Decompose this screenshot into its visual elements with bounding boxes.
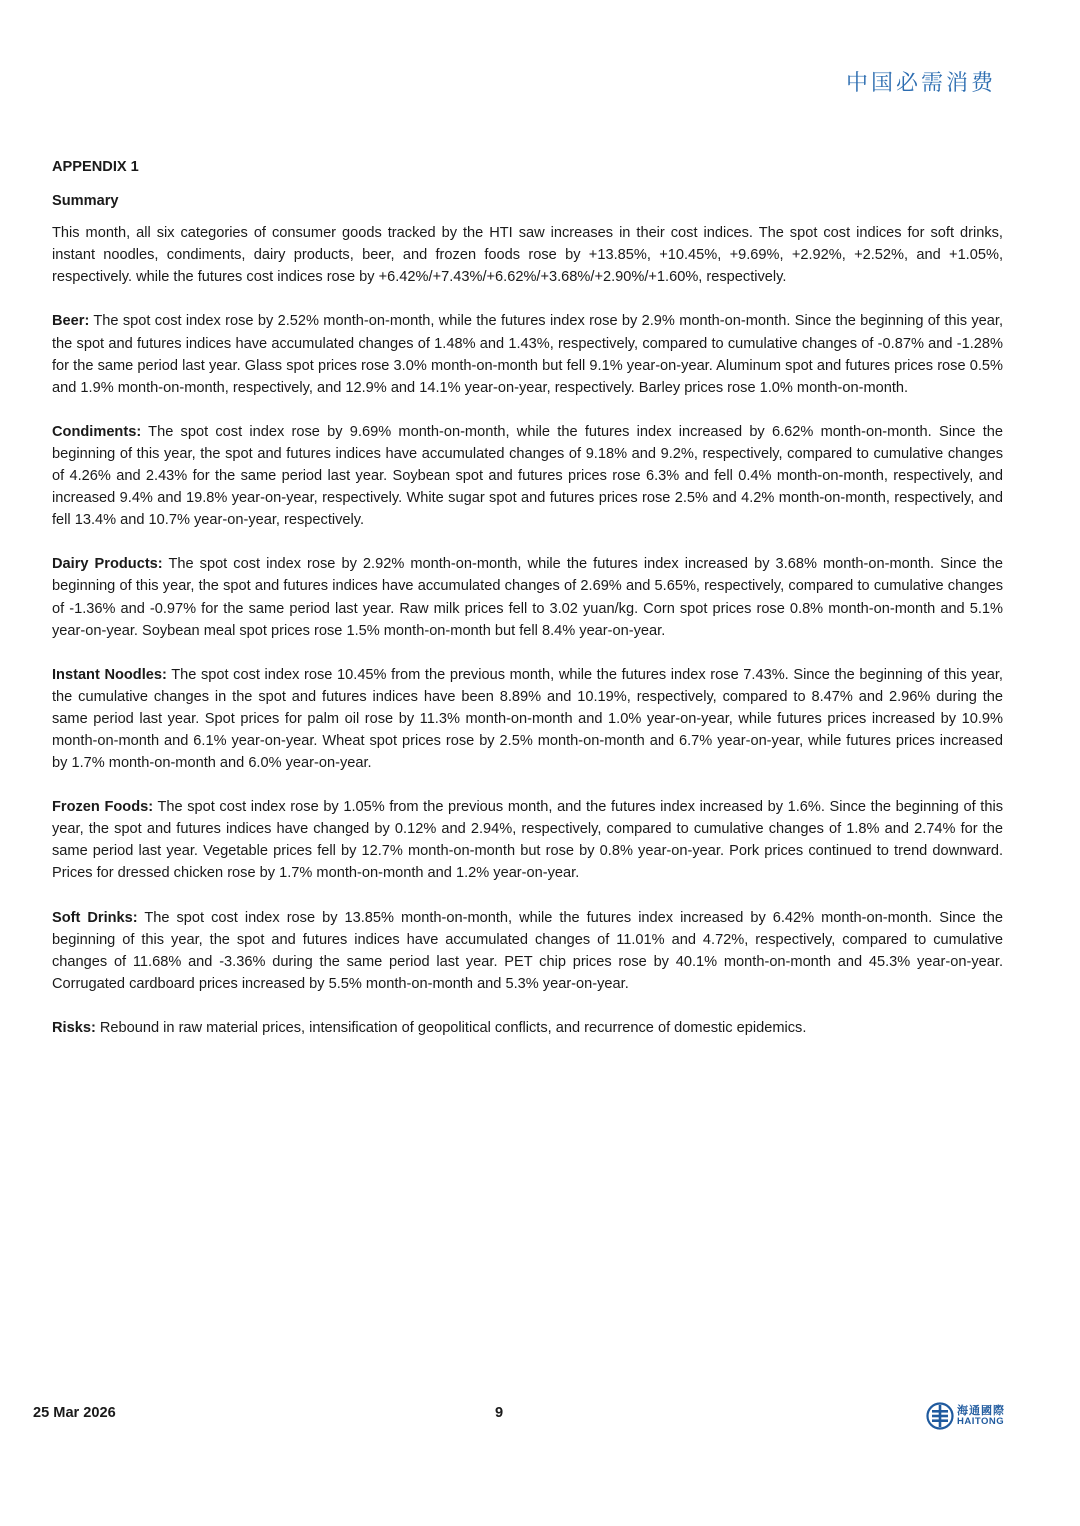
page-number: 9	[495, 1405, 504, 1421]
section-label: Risks:	[52, 1019, 96, 1036]
logo-chinese-text: 海通國際	[957, 1404, 1005, 1417]
summary-paragraph: This month, all six categories of consumer goods tracked by the HTI saw increases in their cost indices. The spot cost indices for soft drinks, instant noodles, condiments, dairy products, beer, and frozen foods rose by +13.85%, +10.45%, +9.69%, +2.92%, +2.52%, and +1.05%, respectively. while the futures cost indices rose by +6.42%/+7.43%/+6.62%/+3.68%/+2.90%/+1.60%, respectively.	[52, 225, 1003, 286]
section-condiments	[52, 421, 1003, 531]
section-text: The spot cost index rose by 13.85% month-on-month, while the futures index increased by 6.42% month-on-month. Since the beginning of this year, the spot and futures indices have accumulated changes of 11.01% and 4.72%, respectively, compared to cumulative changes of 11.68% and -3.36% during the same period last year. PET chip prices rose by 40.1% month-on-month and 45.3% year-on-year. Corrugated cardboard prices increased by 5.5% month-on-month and 5.3% year-on-year.	[52, 909, 1003, 992]
section-text: The spot cost index rose 10.45% from the previous month, while the futures index rose 7.43%. Since the beginning of this year, the cumulative changes in the spot and futures indices have been 8.89% and 10.19%, respectively, compared to 8.47% and 2.96% during the same period last year. Spot prices for palm oil rose by 11.3% month-on-month and 1.0% year-on-year, while futures prices increased by 10.9% month-on-month and 6.1% year-on-year. Wheat spot prices rose by 2.5% month-on-month and 6.7% year-on-year, while futures prices increased by 1.7% month-on-month and 6.0% year-on-year.	[52, 666, 1003, 772]
logo-english-text: HAITONG	[957, 1416, 1005, 1427]
summary-heading: Summary	[52, 193, 119, 210]
section-frozen-foods	[52, 796, 1003, 884]
header-title: 中国必需消费	[845, 71, 996, 96]
section-label: Soft Drinks:	[52, 909, 138, 926]
section-text: The spot cost index rose by 2.52% month-on-month, while the futures index rose by 2.9% month-on-month. Since the beginning of this year, the spot and futures indices have accumulated changes of 1.48% and 1.43%, respectively, compared to cumulative changes of -0.87% and -1.28% for the same period last year. Glass spot prices rose 3.0% month-on-month but fell 9.1% year-on-year. Aluminum spot and futures prices rose 0.5% and 1.9% month-on-month, respectively, and 12.9% and 14.1% year-on-year, respectively. Barley prices rose 1.0% month-on-month.	[52, 313, 1003, 396]
section-text: Rebound in raw material prices, intensification of geopolitical conflicts, and recurrence of domestic epidemics.	[95, 1019, 807, 1036]
footer-date: 25 Mar 2026	[33, 1405, 116, 1421]
section-label: Dairy Products:	[52, 556, 163, 573]
haitong-logo-icon	[926, 1402, 954, 1430]
section-dairy-products	[52, 553, 1003, 641]
section-risks	[52, 1017, 1003, 1039]
section-text: The spot cost index rose by 1.05% from the previous month, and the futures index increased by 1.6%. Since the beginning of this year, the spot and futures indices have changed by 0.12% and 2.94%, respectively, compared to cumulative changes of 1.8% and 2.74% for the same period last year. Vegetable prices fell by 12.7% month-on-month but rose by 0.8% year-on-year. Pork prices continued to trend downward. Prices for dressed chicken rose by 1.7% month-on-month and 1.2% year-on-year.	[52, 799, 1003, 882]
section-label: Frozen Foods:	[52, 799, 154, 816]
section-label: Condiments:	[52, 423, 142, 440]
section-soft-drinks	[52, 907, 1003, 995]
section-text: The spot cost index rose by 9.69% month-on-month, while the futures index increased by 6.62% month-on-month. Since the beginning of this year, the spot and futures indices have accumulated changes of 9.18% and 9.2%, respectively, compared to cumulative changes of 4.26% and 2.43% for the same period last year. Soybean spot and futures prices rose 6.3% and fell 0.4% month-on-month, respectively, and increased 9.4% and 19.8% year-on-year, respectively. White sugar spot and futures prices rose 2.5% and 4.2% month-on-month, respectively, and fell 13.4% and 10.7% year-on-year, respectively.	[52, 423, 1003, 529]
section-label: Beer:	[52, 313, 90, 330]
document-body	[52, 156, 1003, 1061]
section-label: Instant Noodles:	[52, 666, 167, 683]
section-beer	[52, 310, 1003, 398]
section-instant-noodles	[52, 664, 1003, 774]
haitong-logo	[926, 1402, 1005, 1430]
section-text: The spot cost index rose by 2.92% month-on-month, while the futures index increased by 3.68% month-on-month. Since the beginning of this year, the spot and futures indices have accumulated changes of 2.69% and 5.65%, respectively, compared to cumulative changes of -1.36% and -0.97% for the same period last year. Raw milk prices fell to 3.02 yuan/kg. Corn spot prices rose 0.8% month-on-month and 5.1% year-on-year. Soybean meal spot prices rose 1.5% month-on-month but fell 8.4% year-on-year.	[52, 556, 1004, 639]
appendix-title: APPENDIX 1	[52, 159, 139, 175]
